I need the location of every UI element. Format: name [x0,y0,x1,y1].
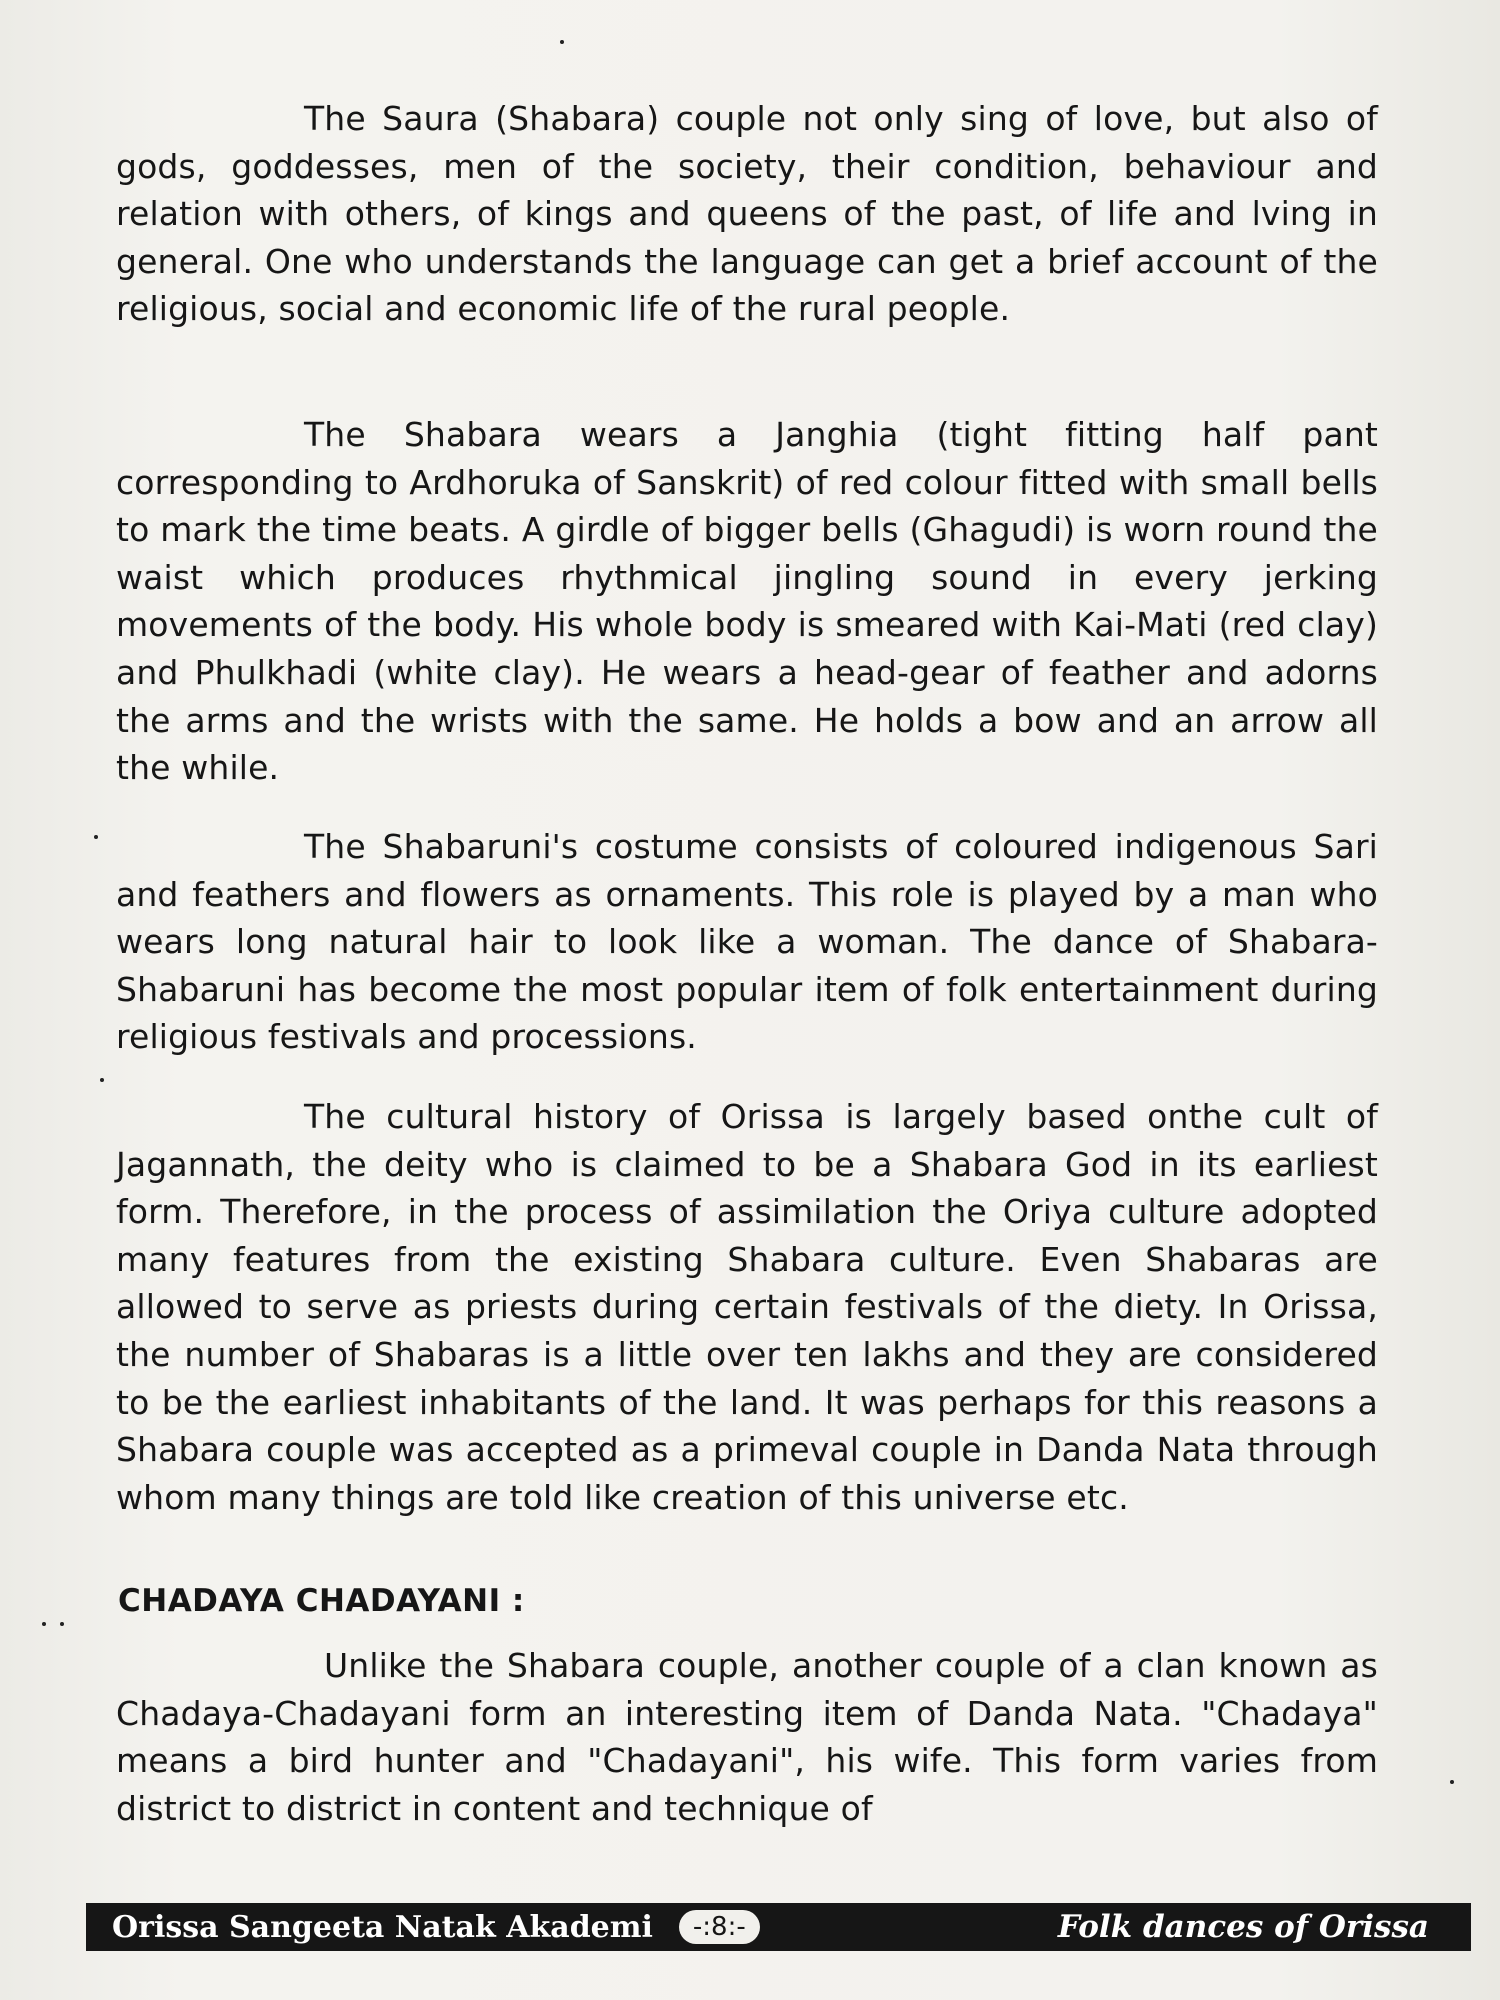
paragraph-4: The cultural history of Orissa is largely based onthe cult of Jagannath, the deity who is claimed to be a Shabara God in its earliest form. Therefore, in the process of assimilation the Oriya culture adopted many features from the existing Shabara culture. Even Shabaras are allowed to serve as priests during certain festivals of the diety. In Orissa, the number of Shabaras is a little over ten lakhs and they are considered to be the earliest inhabitants of the land. It was perhaps for this reasons a Shabara couple was accepted as a primeval couple in Danda Nata through whom many things are told like creation of this universe etc. [116,1097,1378,1517]
scan-speck [60,1622,64,1626]
scan-speck [100,1078,104,1082]
paragraph-5: Unlike the Shabara couple, another couple of a clan known as Chadaya-Chadayani form an interesting item of Danda Nata. "Chadaya" means a bird hunter and "Chadayani", his wife. This form varies from district to district in content and technique of [116,1646,1378,1828]
scan-speck [42,1622,46,1626]
scan-speck [94,835,98,839]
scan-speck [1450,1780,1454,1784]
paragraph-2: The Shabara wears a Janghia (tight fitting half pant corresponding to Ardhoruka of Sanskrit) of red colour fitted with small bells to mark the time beats. A girdle of bigger bells (Ghagudi) is worn round the waist which produces rhythmical jingling sound in every jerking movements of the body. His whole body is smeared with Kai-Mati (red clay) and Phulkhadi (white clay). He wears a head-gear of feather and adorns the arms and the wrists with the same. He holds a bow and an arrow all the while. [116,415,1378,788]
footer-left [86,1910,760,1945]
scan-speck [560,40,564,44]
paragraph-3: The Shabaruni's costume consists of coloured indigenous Sari and feathers and flowers as ornaments. This role is played by a man who wears long natural hair to look like a woman. The dance of Shabara-Shabaruni has become the most popular item of folk entertainment during religious festivals and processions. [116,827,1378,1057]
section-heading: CHADAYA CHADAYANI : [118,1583,525,1619]
paragraph-1: The Saura (Shabara) couple not only sing of love, but also of gods, goddesses, men of the society, their condition, behaviour and relation with others, of kings and queens of the past, of life and lving in general. One who understands the language can get a brief account of the religious, social and economic life of the rural people. [116,99,1378,329]
footer-bar [86,1903,1471,1951]
publisher-name: Orissa Sangeeta Natak Akademi [112,1909,653,1945]
book-title: Folk dances of Orissa [1057,1909,1429,1945]
page-number: -:8:- [679,1910,760,1944]
